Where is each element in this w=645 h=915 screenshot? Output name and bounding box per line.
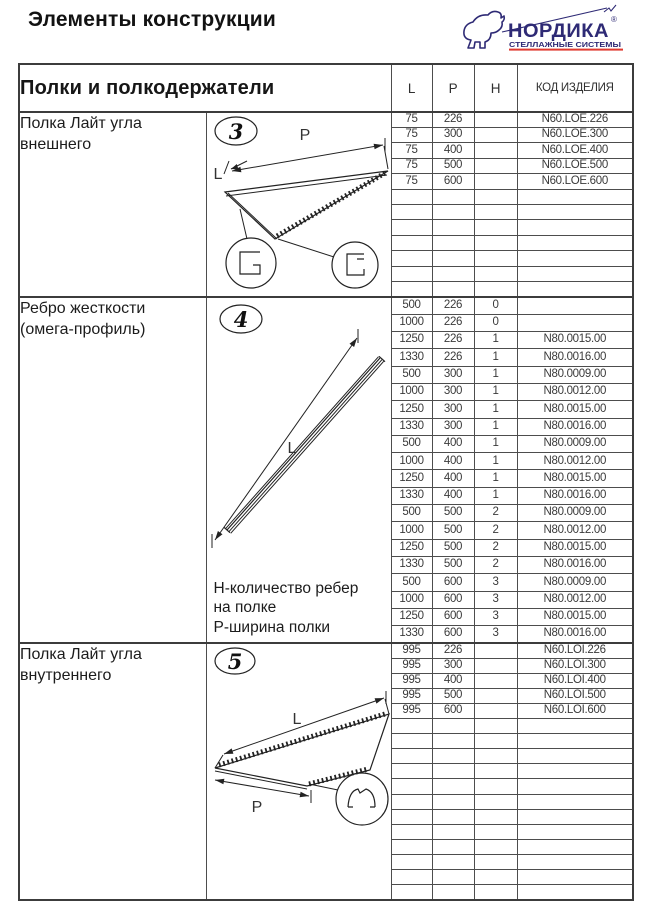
empty-cell [474,734,517,749]
empty-cell [391,870,432,885]
cell-l: 500 [391,435,432,452]
cell-p: 600 [432,174,474,189]
brand-logo [458,3,636,60]
cell-l: 75 [391,174,432,189]
cell-p: 400 [432,487,474,504]
empty-cell [517,220,633,235]
cell-l: 1330 [391,626,432,643]
cell-h: 2 [474,505,517,522]
empty-cell [474,688,517,703]
empty-cell [432,204,474,219]
cell-h: 3 [474,591,517,608]
cell-code: N80.0015.00 [517,539,633,556]
empty-cell [474,794,517,809]
cell-l: 1330 [391,556,432,573]
outer-corner-shelf-cell [206,112,391,297]
empty-cell [391,734,432,749]
cell-h: 0 [474,297,517,314]
empty-cell [474,703,517,718]
cell-h: 1 [474,366,517,383]
empty-cell [474,855,517,870]
cell-p: 500 [432,505,474,522]
cell-p: 400 [432,143,474,158]
cell-code: N80.0016.00 [517,349,633,366]
note-line: на полке [213,599,277,617]
cell-l: 1000 [391,383,432,400]
cell-code: N80.0015.00 [517,401,633,418]
empty-cell [517,235,633,250]
empty-cell [517,764,633,779]
inner-corner-shelf-drawing [207,644,390,899]
profile-callout [336,773,388,825]
empty-cell [517,734,633,749]
cell-l: 75 [391,127,432,142]
cell-h: 1 [474,332,517,349]
cell-l: 995 [391,688,432,703]
cell-code: N80.0016.00 [517,626,633,643]
empty-cell [474,673,517,688]
outer-corner-shelf-drawing [207,113,390,293]
cell-code: N60.LOE.226 [517,112,633,127]
empty-cell [474,719,517,734]
note-line: Н-количество ребер [213,579,359,597]
cell-code: N80.0012.00 [517,522,633,539]
catalog-table [18,63,634,901]
cell-l: 995 [391,703,432,718]
empty-cell [474,839,517,854]
cell-p: 400 [432,673,474,688]
cell-code: N80.0016.00 [517,418,633,435]
empty-cell [432,251,474,266]
empty-cell [432,809,474,824]
cell-p: 400 [432,435,474,452]
diagram-note [214,579,359,637]
empty-cell [474,174,517,189]
cell-code: N60.LOI.226 [517,643,633,658]
tagline-underline [509,49,623,51]
cell-p: 600 [432,626,474,643]
cell-p: 226 [432,643,474,658]
empty-cell [474,189,517,204]
empty-cell [517,204,633,219]
cell-l: 75 [391,112,432,127]
cell-h: 1 [474,435,517,452]
cell-l: 1250 [391,539,432,556]
cell-code: N60.LOI.500 [517,688,633,703]
cell-code: N60.LOI.600 [517,703,633,718]
empty-cell [517,794,633,809]
cell-h: 1 [474,401,517,418]
empty-cell [391,749,432,764]
cell-h: 3 [474,608,517,625]
brand-name: НОРДИКА [508,20,609,42]
empty-cell [474,885,517,900]
empty-cell [474,779,517,794]
profile-callout-left [226,238,276,288]
empty-cell [474,658,517,673]
product-label [19,643,206,900]
cell-p: 226 [432,112,474,127]
cell-l: 995 [391,643,432,658]
empty-cell [474,764,517,779]
empty-cell [432,855,474,870]
cell-p: 600 [432,608,474,625]
cell-h: 1 [474,349,517,366]
cell-code: N60.LOE.400 [517,143,633,158]
cell-p: 226 [432,349,474,366]
inner-corner-shelf-cell [206,643,391,900]
table-row [19,643,633,658]
cell-code: N80.0016.00 [517,487,633,504]
empty-cell [474,251,517,266]
registered-mark: ® [611,15,617,24]
cell-p: 300 [432,401,474,418]
cell-h: 1 [474,418,517,435]
empty-cell [391,764,432,779]
cell-code: N80.0015.00 [517,470,633,487]
cell-p: 600 [432,591,474,608]
empty-cell [391,794,432,809]
cell-p: 226 [432,314,474,331]
product-label-line: Полка Лайт угла [20,115,142,132]
dim-label-l: L [213,166,222,183]
empty-cell [474,235,517,250]
cell-p: 500 [432,522,474,539]
polar-bear-icon [464,11,504,48]
empty-cell [432,824,474,839]
cell-h: 2 [474,539,517,556]
empty-cell [432,794,474,809]
cell-l: 500 [391,366,432,383]
empty-cell [391,235,432,250]
cell-p: 600 [432,574,474,591]
empty-cell [391,779,432,794]
cell-h: 1 [474,383,517,400]
table-title: Полки и полкодержатели [19,64,391,112]
cell-p: 300 [432,366,474,383]
empty-cell [474,870,517,885]
cell-p: 300 [432,383,474,400]
cell-code: N80.0012.00 [517,591,633,608]
cell-l: 1330 [391,349,432,366]
cell-code: N80.0009.00 [517,574,633,591]
empty-cell [432,220,474,235]
page-title: Элементы конструкции [28,8,277,31]
cell-l: 1250 [391,608,432,625]
empty-cell [517,779,633,794]
cell-l: 1000 [391,453,432,470]
empty-cell [517,855,633,870]
empty-cell [517,870,633,885]
cell-p: 300 [432,658,474,673]
empty-cell [391,855,432,870]
angle-profile-icon [240,252,260,274]
shelf-teeth-edge-front [309,769,368,784]
cell-code: N60.LOE.300 [517,127,633,142]
cell-p: 500 [432,556,474,573]
cell-p: 500 [432,688,474,703]
table-row [19,297,633,314]
cell-l: 1330 [391,418,432,435]
channel-profile-icon [347,254,364,275]
cell-h: 3 [474,574,517,591]
cell-h: 2 [474,522,517,539]
cell-l: 1000 [391,591,432,608]
col-header-l: L [391,64,432,112]
product-label-line: (омега-профиль) [20,321,146,339]
cell-code: N80.0012.00 [517,383,633,400]
cell-code: N60.LOE.500 [517,158,633,173]
cell-l: 500 [391,574,432,591]
cell-l: 75 [391,143,432,158]
cell-p: 226 [432,297,474,314]
empty-cell [391,824,432,839]
cell-p: 300 [432,127,474,142]
cell-code: N80.0009.00 [517,435,633,452]
empty-cell [432,235,474,250]
cell-l: 500 [391,505,432,522]
empty-cell [391,885,432,900]
cell-l: 1000 [391,314,432,331]
cell-l: 995 [391,658,432,673]
cell-code: N60.LOI.300 [517,658,633,673]
empty-cell [474,127,517,142]
product-label-line: внешнего [20,136,92,154]
cell-code: N80.0009.00 [517,505,633,522]
empty-cell [432,870,474,885]
product-label-line: внутреннего [20,667,112,685]
empty-cell [474,266,517,281]
empty-cell [432,266,474,281]
cell-p: 400 [432,453,474,470]
empty-cell [517,189,633,204]
empty-cell [474,158,517,173]
cell-l: 500 [391,297,432,314]
nordika-logo-graphic [458,3,636,55]
empty-cell [432,281,474,297]
empty-cell [391,204,432,219]
empty-cell [432,764,474,779]
col-header-h: H [474,64,517,112]
empty-cell [432,189,474,204]
cell-l: 1250 [391,470,432,487]
cell-code: N80.0015.00 [517,608,633,625]
cell-code: N60.LOI.400 [517,673,633,688]
badge-number: 5 [227,649,242,674]
empty-cell [391,719,432,734]
empty-cell [517,824,633,839]
badge-number: 3 [228,119,243,144]
empty-cell [391,809,432,824]
omega-profile-drawing [207,298,390,548]
cell-code: N80.0012.00 [517,453,633,470]
empty-cell [474,204,517,219]
empty-cell [474,749,517,764]
omega-profile-cell [206,297,391,643]
hat-profile-icon [348,789,375,807]
cell-p: 500 [432,158,474,173]
cell-h: 3 [474,626,517,643]
empty-cell [391,839,432,854]
empty-cell [391,220,432,235]
empty-cell [474,809,517,824]
empty-cell [391,189,432,204]
note-line: Р-ширина полки [213,618,331,636]
cell-p: 600 [432,703,474,718]
dim-label-p: P [299,127,310,144]
cell-l: 1330 [391,487,432,504]
badge-number: 4 [233,307,248,332]
cell-l: 1250 [391,401,432,418]
empty-cell [517,719,633,734]
brand-tagline: СТЕЛЛАЖНЫЕ СИСТЕМЫ [509,42,622,49]
table-row [19,112,633,127]
cell-l: 75 [391,158,432,173]
shelf-teeth-edge-top [219,714,385,765]
cell-code: N60.LOE.600 [517,174,633,189]
product-label-line: Ребро жесткости [20,300,146,317]
empty-cell [474,112,517,127]
dim-label-l: L [287,440,296,457]
product-label-line: Полка Лайт угла [20,646,142,663]
empty-cell [517,251,633,266]
empty-cell [474,281,517,297]
empty-cell [517,885,633,900]
empty-cell [517,281,633,297]
col-header-code: КОД ИЗДЕЛИЯ [517,64,633,112]
cell-code: N80.0016.00 [517,556,633,573]
product-label [19,112,206,297]
empty-cell [517,749,633,764]
cell-l: 995 [391,673,432,688]
empty-cell [391,251,432,266]
cell-h: 1 [474,470,517,487]
empty-cell [474,824,517,839]
col-header-p: P [432,64,474,112]
empty-cell [432,839,474,854]
profile-callout-right [332,242,378,288]
cell-l: 1000 [391,522,432,539]
cell-p: 400 [432,470,474,487]
cell-code: N80.0015.00 [517,332,633,349]
empty-cell [474,220,517,235]
cell-h: 1 [474,453,517,470]
table-header-row [19,64,633,112]
empty-cell [517,297,633,314]
empty-cell [391,266,432,281]
empty-cell [474,643,517,658]
cell-l: 1250 [391,332,432,349]
empty-cell [432,719,474,734]
empty-cell [432,749,474,764]
cell-code: N80.0009.00 [517,366,633,383]
cell-p: 500 [432,539,474,556]
empty-cell [432,734,474,749]
product-label [19,297,206,643]
cell-h: 2 [474,556,517,573]
empty-cell [517,266,633,281]
empty-cell [517,809,633,824]
dim-label-l: L [292,711,301,728]
empty-cell [432,885,474,900]
cell-h: 0 [474,314,517,331]
empty-cell [517,314,633,331]
empty-cell [517,839,633,854]
cell-p: 226 [432,332,474,349]
cell-h: 1 [474,487,517,504]
empty-cell [474,143,517,158]
empty-cell [432,779,474,794]
empty-cell [391,281,432,297]
dim-label-p: P [251,799,262,816]
cell-p: 300 [432,418,474,435]
